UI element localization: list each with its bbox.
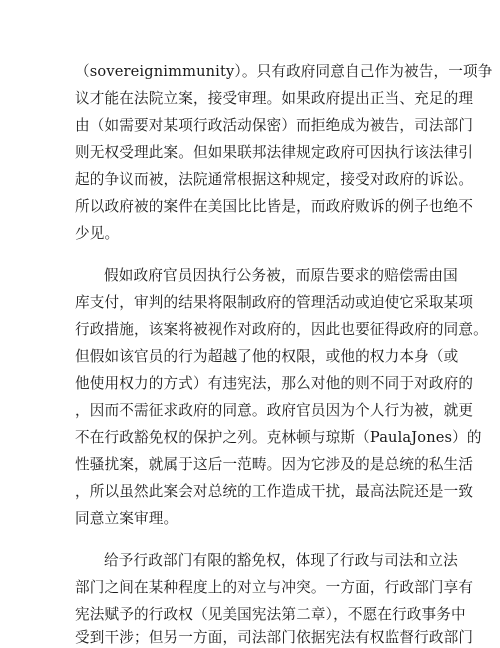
text-line: 少见。 bbox=[75, 225, 120, 242]
text-line: 宪法赋予的行政权（见美国宪法第二章），不愿在行政事务中 bbox=[75, 606, 466, 623]
text-line: 他使用权力的方式）有违宪法，那么对他的则不同于对政府的 bbox=[75, 375, 474, 392]
paragraph-first-line: 给予行政部门有限的豁免权，体现了行政与司法和立法 bbox=[104, 552, 458, 569]
text-line: 起的争议而被，法院通常根据这种规定，接受对政府的诉讼。 bbox=[75, 171, 474, 188]
text-line: ，所以虽然此案会对总统的工作造成干扰，最高法院还是一致 bbox=[75, 483, 474, 500]
text-line: 行政措施，该案将被视作对政府的，因此也要征得政府的同意。 bbox=[75, 321, 488, 338]
text-line: 议才能在法院立案，接受审理。如果政府提出正当、充足的理 bbox=[75, 90, 474, 107]
text-line: （sovereignimmunity）。只有政府同意自己作为被告，一项争 bbox=[75, 63, 493, 80]
text-line: 受到干涉；但另一方面，司法部门依据宪法有权监督行政部门 bbox=[75, 629, 474, 646]
text-line: ，因而不需征求政府的同意。政府官员因为个人行为被，就更 bbox=[75, 402, 474, 419]
text-line: 由（如需要对某项行政活动保密）而拒绝成为被告，司法部门 bbox=[75, 117, 474, 134]
text-line: 同意立案审理。 bbox=[75, 510, 179, 527]
text-line: 但假如该官员的行为超越了他的权限，或他的权力本身（或 bbox=[75, 348, 459, 365]
paragraph-first-line: 假如政府官员因执行公务被，而原告要求的赔偿需由国 bbox=[104, 267, 458, 284]
text-line: 所以政府被的案件在美国比比皆是，而政府败诉的例子也绝不 bbox=[75, 198, 474, 215]
text-line: 库支付，审判的结果将限制政府的管理活动或迫使它采取某项 bbox=[75, 294, 474, 311]
text-line: 则无权受理此案。但如果联邦法律规定政府可因执行该法律引 bbox=[75, 144, 474, 161]
text-line: 不在行政豁免权的保护之列。克林顿与琼斯（PaulaJones）的 bbox=[75, 429, 482, 446]
text-line: 部门之间在某种程度上的对立与冲突。一方面，行政部门享有 bbox=[75, 579, 474, 596]
text-line: 性骚扰案，就属于这后一范畴。因为它涉及的是总统的私生活 bbox=[75, 456, 474, 473]
